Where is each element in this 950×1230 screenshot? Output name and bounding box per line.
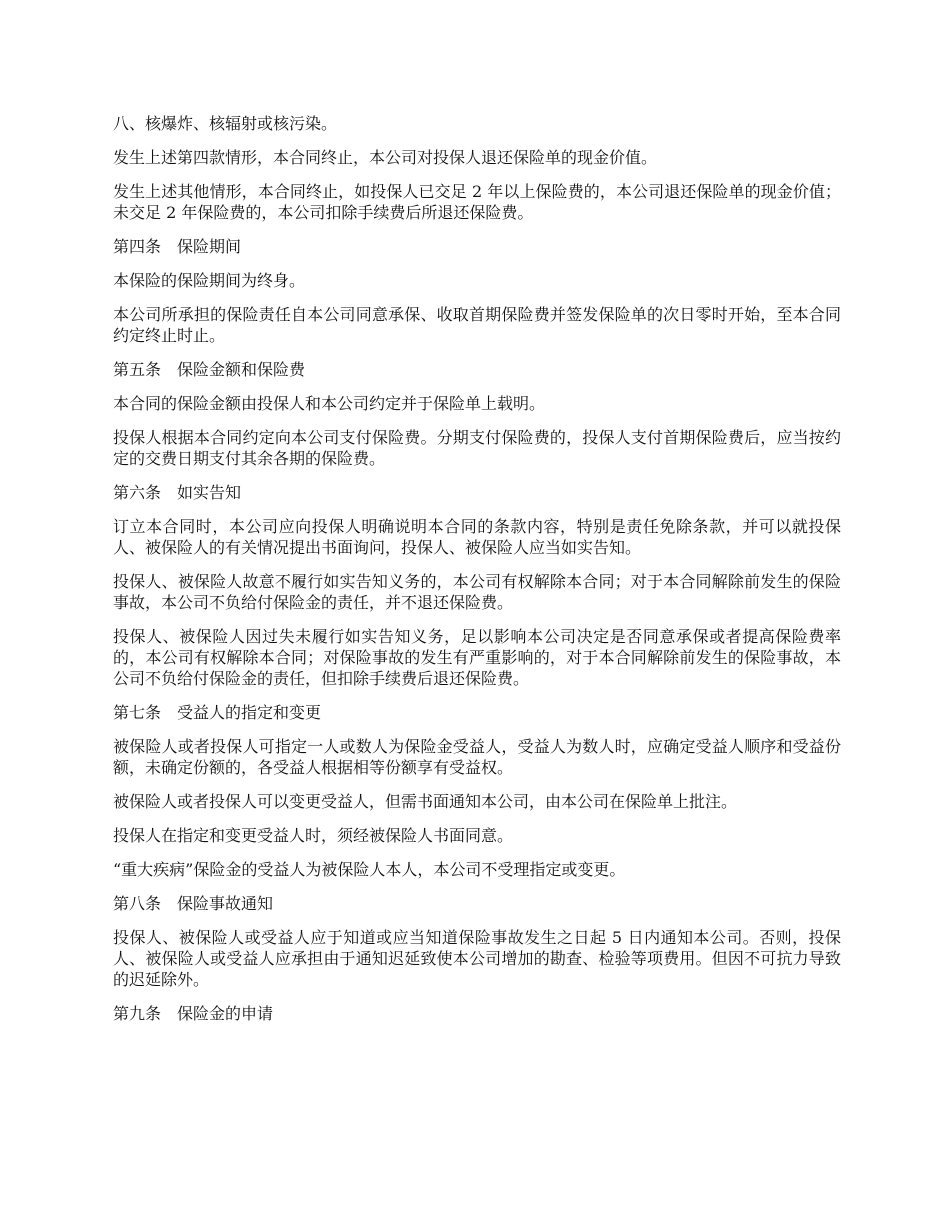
article-5-heading: 第五条 保险金额和保险费	[113, 360, 306, 379]
paragraph-premium-payment: 投保人根据本合同约定向本公司支付保险费。分期支付保险费的，投保人支付首期保险费后，应当按约定的交费日期支付其余各期的保险费。	[113, 428, 841, 468]
article-7-heading: 第七条 受益人的指定和变更	[113, 703, 322, 722]
paragraph-coverage-start: 本公司所承担的保险责任自本公司同意承保、收取首期保险费并签发保险单的次日零时开始，至本合同约定终止时止。	[113, 305, 841, 345]
paragraph-beneficiary-designation: 被保险人或者投保人可指定一人或数人为保险金受益人，受益人为数人时，应确定受益人顺序和受益份额，未确定份额的，各受益人根据相等份额享有受益权。	[113, 737, 841, 777]
article-4-heading: 第四条 保险期间	[113, 237, 242, 256]
document-page	[113, 113, 841, 1037]
article-9-heading: 第九条 保险金的申请	[113, 1004, 274, 1023]
paragraph-termination-refund: 发生上述其他情形，本合同终止，如投保人已交足 2 年以上保险费的，本公司退还保险单的现金价值；未交足 2 年保险费的，本公司扣除手续费后所退还保险费。	[113, 182, 841, 222]
paragraph-negligent-nondisclosure: 投保人、被保险人因过失未履行如实告知义务，足以影响本公司决定是否同意承保或者提高保险费率的，本公司有权解除本合同；对保险事故的发生有严重影响的，对于本合同解除前发生的保险事故，本公司不负给付保险金的责任，但扣除手续费后退还保险费。	[113, 627, 841, 688]
paragraph-insurance-period: 本保险的保险期间为终身。	[113, 271, 306, 290]
paragraph-disclosure-duty: 订立本合同时，本公司应向投保人明确说明本合同的条款内容，特别是责任免除条款，并可以就投保人、被保险人的有关情况提出书面询问，投保人、被保险人应当如实告知。	[113, 517, 841, 557]
paragraph-sum-insured: 本合同的保险金额由投保人和本公司约定并于保险单上载明。	[113, 394, 546, 413]
paragraph-intentional-nondisclosure: 投保人、被保险人故意不履行如实告知义务的，本公司有权解除本合同；对于本合同解除前发生的保险事故，本公司不负给付保险金的责任，并不退还保险费。	[113, 572, 841, 612]
paragraph-accident-notification: 投保人、被保险人或受益人应于知道或应当知道保险事故发生之日起 5 日内通知本公司。否则，投保人、被保险人或受益人应承担由于通知迟延致使本公司增加的勘查、检验等项费用。但因不可抗力导致的迟延除外。	[113, 928, 841, 989]
paragraph-insured-consent: 投保人在指定和变更受益人时，须经被保险人书面同意。	[113, 826, 514, 845]
article-8-heading: 第八条 保险事故通知	[113, 894, 274, 913]
clause-item-8: 八、核爆炸、核辐射或核污染。	[113, 114, 338, 133]
paragraph-beneficiary-change: 被保险人或者投保人可以变更受益人，但需书面通知本公司，由本公司在保险单上批注。	[113, 792, 738, 811]
paragraph-termination-cash-value: 发生上述第四款情形，本合同终止，本公司对投保人退还保险单的现金价值。	[113, 148, 658, 167]
article-6-heading: 第六条 如实告知	[113, 483, 242, 502]
paragraph-critical-illness-beneficiary: “重大疾病”保险金的受益人为被保险人本人，本公司不受理指定或变更。	[113, 860, 626, 879]
